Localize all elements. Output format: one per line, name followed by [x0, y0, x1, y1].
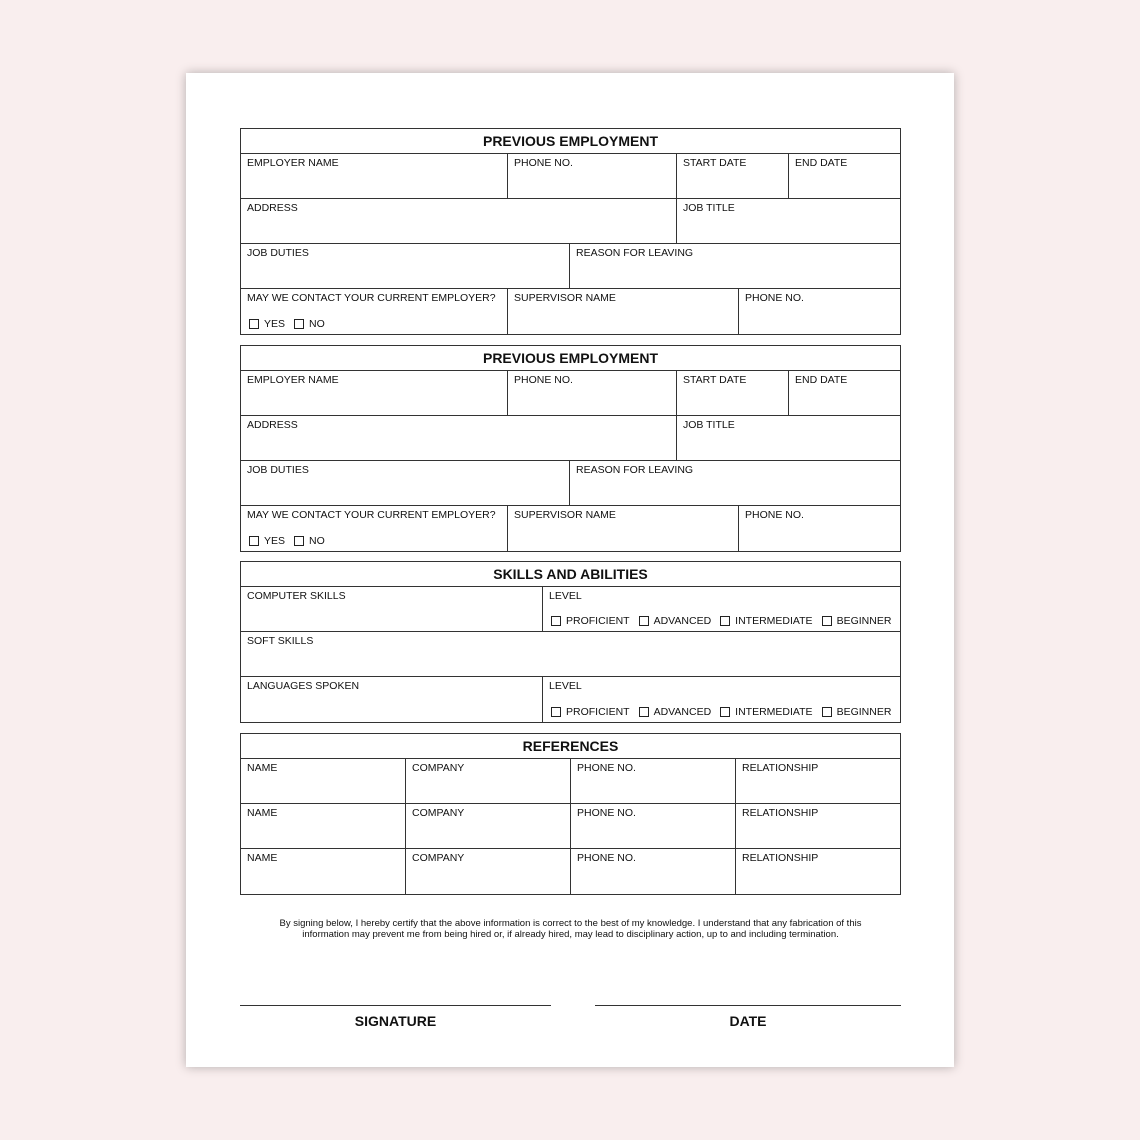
field-label: COMPANY	[412, 762, 465, 774]
field-label: START DATE	[683, 374, 747, 386]
reference-name-field[interactable]	[241, 804, 406, 848]
no-checkbox[interactable]	[294, 319, 304, 329]
references-section	[240, 733, 901, 895]
reference-phone-field[interactable]	[571, 804, 736, 848]
field-label: JOB DUTIES	[247, 464, 309, 476]
certification-text	[240, 918, 901, 940]
job-duties-field[interactable]	[241, 461, 570, 505]
date-label: DATE	[729, 1013, 767, 1029]
date-line[interactable]	[595, 1005, 901, 1006]
reference-relationship-field[interactable]	[736, 804, 900, 848]
field-label: NAME	[247, 852, 278, 864]
field-label: NAME	[247, 762, 278, 774]
employer-name-field[interactable]	[241, 154, 508, 198]
checkbox-label: PROFICIENT	[566, 615, 630, 627]
field-label: PHONE NO.	[514, 157, 573, 169]
checkbox-label: NO	[309, 535, 325, 547]
advanced-checkbox[interactable]	[639, 707, 649, 717]
job-title-field[interactable]	[677, 199, 900, 243]
field-label: PHONE NO.	[745, 509, 804, 521]
previous-employment-section-2	[240, 345, 901, 552]
languages-level-field	[543, 677, 900, 722]
checkbox-label: INTERMEDIATE	[735, 615, 813, 627]
field-label: REASON FOR LEAVING	[576, 464, 694, 476]
supervisor-name-field[interactable]	[508, 289, 739, 334]
reason-for-leaving-field[interactable]	[570, 461, 900, 505]
contact-employer-field	[241, 289, 508, 334]
reference-company-field[interactable]	[406, 849, 571, 894]
reason-for-leaving-field[interactable]	[570, 244, 900, 288]
certification-line-1: By signing below, I hereby certify that the above information is correct to the best of my knowledge. I understand that any fabrication of this	[279, 918, 862, 929]
reference-relationship-field[interactable]	[736, 849, 900, 894]
reference-company-field[interactable]	[406, 804, 571, 848]
field-label: LEVEL	[549, 590, 582, 602]
employer-name-field[interactable]	[241, 371, 508, 415]
field-label: NAME	[247, 807, 278, 819]
field-label: COMPUTER SKILLS	[247, 590, 346, 602]
languages-spoken-field[interactable]	[241, 677, 543, 722]
reference-company-field[interactable]	[406, 759, 571, 803]
section-title: PREVIOUS EMPLOYMENT	[241, 346, 900, 371]
phone-field[interactable]	[508, 371, 677, 415]
field-label: PHONE NO.	[514, 374, 573, 386]
job-title-field[interactable]	[677, 416, 900, 460]
reference-relationship-field[interactable]	[736, 759, 900, 803]
field-label: END DATE	[795, 374, 848, 386]
beginner-checkbox[interactable]	[822, 616, 832, 626]
field-label: SUPERVISOR NAME	[514, 509, 616, 521]
beginner-checkbox[interactable]	[822, 707, 832, 717]
address-field[interactable]	[241, 416, 677, 460]
reference-row-2	[241, 804, 900, 849]
reference-name-field[interactable]	[241, 849, 406, 894]
checkbox-label: YES	[264, 535, 286, 547]
field-label: JOB TITLE	[683, 202, 735, 214]
field-label: ADDRESS	[247, 202, 298, 214]
checkbox-label: NO	[309, 318, 325, 330]
certification-line-2: information may prevent me from being hired or, if already hired, may lead to disciplinary action, up to and including termination.	[302, 929, 839, 940]
field-label: JOB DUTIES	[247, 247, 309, 259]
section-title: SKILLS AND ABILITIES	[241, 562, 900, 587]
computer-skills-field[interactable]	[241, 587, 543, 631]
field-label: MAY WE CONTACT YOUR CURRENT EMPLOYER?	[247, 292, 496, 304]
field-label: COMPANY	[412, 807, 465, 819]
supervisor-name-field[interactable]	[508, 506, 739, 551]
reference-phone-field[interactable]	[571, 759, 736, 803]
field-label: ADDRESS	[247, 419, 298, 431]
start-date-field[interactable]	[677, 154, 789, 198]
field-label: PHONE NO.	[577, 807, 636, 819]
job-duties-field[interactable]	[241, 244, 570, 288]
end-date-field[interactable]	[789, 371, 900, 415]
section-title: REFERENCES	[241, 734, 900, 759]
field-label: PHONE NO.	[577, 762, 636, 774]
proficient-checkbox[interactable]	[551, 616, 561, 626]
field-label: SOFT SKILLS	[247, 635, 314, 647]
section-title: PREVIOUS EMPLOYMENT	[241, 129, 900, 154]
checkbox-label: INTERMEDIATE	[735, 706, 813, 718]
form-page	[186, 73, 954, 1067]
checkbox-label: BEGINNER	[836, 615, 892, 627]
end-date-field[interactable]	[789, 154, 900, 198]
field-label: REASON FOR LEAVING	[576, 247, 694, 259]
reference-name-field[interactable]	[241, 759, 406, 803]
yes-checkbox[interactable]	[249, 536, 259, 546]
no-checkbox[interactable]	[294, 536, 304, 546]
intermediate-checkbox[interactable]	[720, 616, 730, 626]
field-label: SUPERVISOR NAME	[514, 292, 616, 304]
supervisor-phone-field[interactable]	[739, 506, 900, 551]
checkbox-label: ADVANCED	[653, 615, 712, 627]
field-label: START DATE	[683, 157, 747, 169]
supervisor-phone-field[interactable]	[739, 289, 900, 334]
field-label: COMPANY	[412, 852, 465, 864]
field-label: MAY WE CONTACT YOUR CURRENT EMPLOYER?	[247, 509, 496, 521]
proficient-checkbox[interactable]	[551, 707, 561, 717]
field-label: JOB TITLE	[683, 419, 735, 431]
contact-employer-field	[241, 506, 508, 551]
field-label: RELATIONSHIP	[742, 762, 819, 774]
soft-skills-field[interactable]	[241, 632, 900, 676]
field-label: RELATIONSHIP	[742, 807, 819, 819]
field-label: LANGUAGES SPOKEN	[247, 680, 360, 692]
checkbox-label: BEGINNER	[836, 706, 892, 718]
checkbox-label: YES	[264, 318, 286, 330]
signature-label: SIGNATURE	[354, 1013, 437, 1029]
address-field[interactable]	[241, 199, 677, 243]
field-label: EMPLOYER NAME	[247, 374, 339, 386]
reference-row-1	[241, 759, 900, 804]
start-date-field[interactable]	[677, 371, 789, 415]
signature-line[interactable]	[240, 1005, 551, 1006]
reference-phone-field[interactable]	[571, 849, 736, 894]
field-label: END DATE	[795, 157, 848, 169]
advanced-checkbox[interactable]	[639, 616, 649, 626]
computer-skills-level-field	[543, 587, 900, 631]
checkbox-label: PROFICIENT	[566, 706, 630, 718]
phone-field[interactable]	[508, 154, 677, 198]
field-label: PHONE NO.	[745, 292, 804, 304]
previous-employment-section-1	[240, 128, 901, 335]
checkbox-label: ADVANCED	[653, 706, 712, 718]
skills-section	[240, 561, 901, 723]
field-label: LEVEL	[549, 680, 582, 692]
yes-checkbox[interactable]	[249, 319, 259, 329]
field-label: EMPLOYER NAME	[247, 157, 339, 169]
field-label: RELATIONSHIP	[742, 852, 819, 864]
reference-row-3	[241, 849, 900, 894]
intermediate-checkbox[interactable]	[720, 707, 730, 717]
field-label: PHONE NO.	[577, 852, 636, 864]
